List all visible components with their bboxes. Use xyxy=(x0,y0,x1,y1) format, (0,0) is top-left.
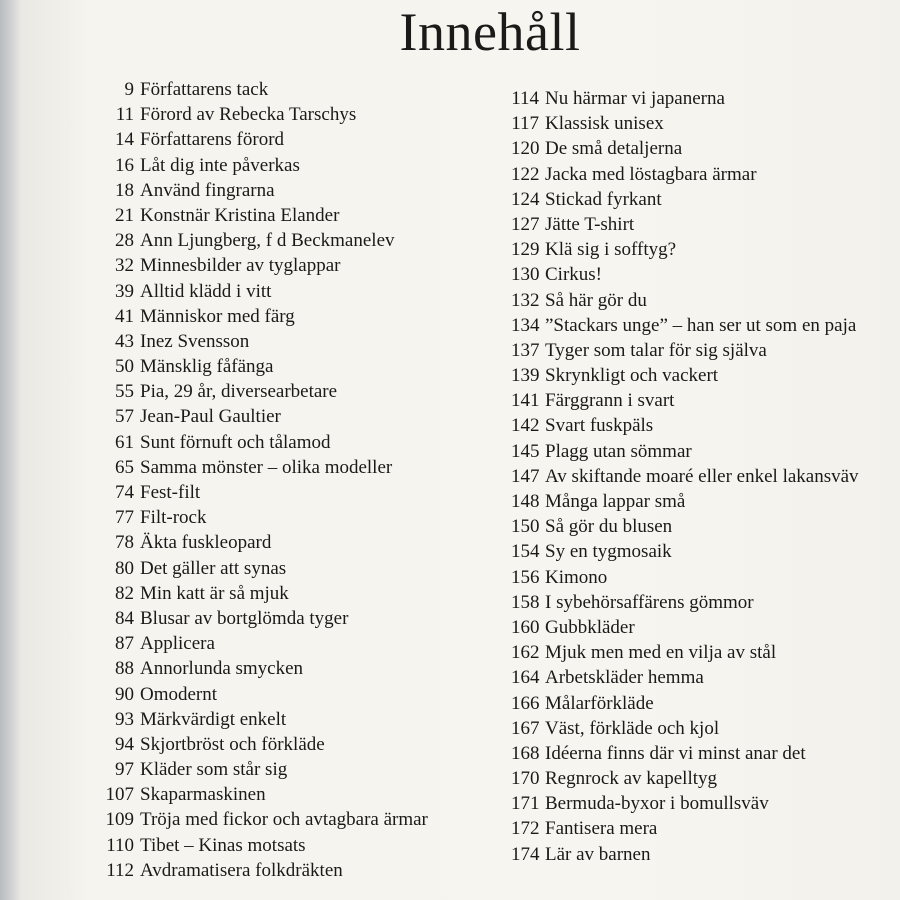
toc-entry xyxy=(103,782,428,807)
toc-page-number: 55 xyxy=(115,381,134,403)
toc-page-number: 94 xyxy=(115,733,134,755)
toc-page-number: 150 xyxy=(511,516,540,538)
toc-page-number: 132 xyxy=(511,289,540,311)
toc-entry xyxy=(511,590,859,615)
toc-entry xyxy=(103,732,428,757)
toc-entry-title: Bermuda-byxor i bomullsväv xyxy=(545,793,769,815)
toc-entry-title: Färggrann i svart xyxy=(545,390,675,412)
toc-page-number: 127 xyxy=(511,213,540,235)
toc-entry xyxy=(103,430,428,455)
toc-page-number: 18 xyxy=(115,179,134,201)
toc-entry xyxy=(511,539,859,564)
toc-page-number: 172 xyxy=(511,818,540,840)
toc-entry-title: Fantisera mera xyxy=(545,818,658,840)
toc-entry xyxy=(103,77,428,102)
toc-entry xyxy=(511,413,859,438)
toc-entry-title: Jacka med löstagbara ärmar xyxy=(545,163,757,185)
toc-entry-title: Avdramatisera folkdräkten xyxy=(140,859,343,881)
toc-entry xyxy=(103,858,428,883)
toc-entry xyxy=(511,691,859,716)
toc-page-number: 21 xyxy=(115,204,134,226)
toc-entry-title: Låt dig inte påverkas xyxy=(140,154,300,176)
toc-page-number: 9 xyxy=(124,79,134,100)
toc-entry xyxy=(103,228,428,253)
toc-entry-title: Konstnär Kristina Elander xyxy=(140,204,340,226)
toc-page-number: 148 xyxy=(511,491,540,512)
toc-entry-title: Plagg utan sömmar xyxy=(545,440,692,462)
toc-entry xyxy=(511,363,859,388)
toc-entry-title: Nu härmar vi japanerna xyxy=(545,88,725,109)
toc-page-number: 84 xyxy=(115,607,134,629)
toc-entry xyxy=(511,262,859,287)
toc-page-number: 164 xyxy=(511,667,540,689)
toc-page-number: 16 xyxy=(115,154,134,176)
book-page-edge xyxy=(0,0,20,900)
toc-entry-title: Skaparmaskinen xyxy=(140,784,266,806)
toc-page-number: 142 xyxy=(511,415,540,437)
toc-entry xyxy=(103,581,428,606)
toc-page-number: 87 xyxy=(115,633,134,655)
toc-entry xyxy=(511,237,859,262)
toc-entry-title: Alltid klädd i vitt xyxy=(140,280,272,302)
toc-entry-title: Min katt är så mjuk xyxy=(140,582,289,604)
toc-entry-title: Filt-rock xyxy=(140,507,207,529)
toc-entry xyxy=(511,388,859,413)
toc-entry-title: I sybehörsaffärens gömmor xyxy=(545,591,754,613)
toc-entry xyxy=(511,665,859,690)
toc-entry-title: De små detaljerna xyxy=(545,138,683,160)
toc-entry xyxy=(103,606,428,631)
toc-page-number: 117 xyxy=(511,113,539,135)
toc-page-number: 139 xyxy=(511,365,540,387)
toc-entry-title: Annorlunda smycken xyxy=(140,658,304,680)
toc-entry xyxy=(511,111,859,136)
toc-page-number: 43 xyxy=(115,330,134,352)
toc-page-number: 170 xyxy=(511,768,540,790)
toc-entry xyxy=(511,212,859,237)
toc-entry-title: Mjuk men med en vilja av stål xyxy=(545,642,777,664)
toc-entry xyxy=(511,136,859,161)
toc-entry xyxy=(103,656,428,681)
toc-page-number: 74 xyxy=(115,482,134,503)
toc-entry-title: Mänsklig fåfänga xyxy=(140,356,274,378)
toc-page-number: 80 xyxy=(115,557,134,579)
toc-entry-title: Målarförkläde xyxy=(545,692,654,714)
toc-entry-title: Arbetskläder hemma xyxy=(545,667,704,689)
toc-entry-title: Författarens förord xyxy=(140,129,285,151)
toc-entry-title: Sunt förnuft och tålamod xyxy=(140,431,331,453)
toc-page-number: 130 xyxy=(511,264,540,286)
toc-entry xyxy=(103,682,428,707)
toc-entry xyxy=(511,791,859,816)
toc-page-number: 166 xyxy=(511,692,540,714)
toc-entry xyxy=(103,329,428,354)
toc-entry-title: Tyger som talar för sig själva xyxy=(545,339,767,361)
toc-page-number: 112 xyxy=(106,859,134,881)
toc-entry-title: Så här gör du xyxy=(545,289,647,311)
toc-page-number: 28 xyxy=(115,230,134,252)
toc-page-number: 156 xyxy=(511,566,540,588)
toc-page-number: 134 xyxy=(511,314,540,336)
toc-entry-title: Många lappar små xyxy=(545,491,686,512)
toc-entry xyxy=(103,379,428,404)
toc-page-number: 88 xyxy=(115,658,134,680)
toc-entry-title: Svart fuskpäls xyxy=(545,415,654,437)
toc-page-number: 14 xyxy=(115,129,134,151)
toc-page-number: 137 xyxy=(511,339,540,361)
toc-entry-title: Ann Ljungberg, f d Beckmanelev xyxy=(140,230,395,252)
toc-entry xyxy=(103,178,428,203)
toc-entry-title: Pia, 29 år, diversearbetare xyxy=(140,381,338,403)
toc-page-number: 114 xyxy=(511,88,539,109)
toc-page-number: 147 xyxy=(511,465,540,487)
toc-entry xyxy=(511,489,859,514)
toc-entry-title: Minnesbilder av tyglappar xyxy=(140,255,341,277)
toc-entry-title: Av skiftande moaré eller enkel lakansväv xyxy=(545,465,859,487)
toc-page-number: 39 xyxy=(115,280,134,302)
toc-entry-title: Skrynkligt och vackert xyxy=(545,365,719,387)
toc-entry xyxy=(511,187,859,212)
toc-entry xyxy=(103,631,428,656)
toc-entry xyxy=(103,304,428,329)
toc-page-number: 107 xyxy=(105,784,134,806)
toc-entry xyxy=(511,565,859,590)
toc-entry-title: Tröja med fickor och avtagbara ärmar xyxy=(140,809,428,831)
toc-entry-title: Omodernt xyxy=(140,683,218,705)
toc-entry xyxy=(103,203,428,228)
toc-entry xyxy=(103,707,428,732)
toc-entry-title: Använd fingrarna xyxy=(140,179,275,201)
toc-entry xyxy=(511,842,859,867)
toc-entry-title: Sy en tygmosaik xyxy=(545,541,672,563)
toc-entry xyxy=(511,439,859,464)
toc-entry-title: Regnrock av kapelltyg xyxy=(545,768,718,790)
toc-entry-title: Märkvärdigt enkelt xyxy=(140,708,287,730)
toc-entry xyxy=(103,153,428,178)
toc-entry xyxy=(103,505,428,530)
toc-entry xyxy=(103,833,428,858)
toc-entry xyxy=(511,640,859,665)
toc-entry xyxy=(103,480,428,505)
toc-entry xyxy=(103,404,428,429)
toc-entry-title: Tibet – Kinas motsats xyxy=(140,834,306,856)
toc-entry-title: Fest-filt xyxy=(140,482,201,503)
toc-entry xyxy=(103,807,428,832)
toc-page-number: 124 xyxy=(511,188,540,210)
toc-page-number: 97 xyxy=(115,759,134,781)
toc-entry xyxy=(511,338,859,363)
toc-entry-title: Gubbkläder xyxy=(545,616,635,638)
toc-page-number: 78 xyxy=(115,532,134,554)
toc-entry-title: Så gör du blusen xyxy=(545,516,673,538)
toc-page-number: 122 xyxy=(511,163,540,185)
toc-entry-title: Inez Svensson xyxy=(140,330,250,352)
toc-entry xyxy=(103,556,428,581)
toc-page-number: 171 xyxy=(511,793,540,815)
toc-page-number: 32 xyxy=(115,255,134,277)
toc-entry xyxy=(511,288,859,313)
toc-page-number: 145 xyxy=(511,440,540,462)
toc-entry xyxy=(511,741,859,766)
toc-entry xyxy=(103,279,428,304)
toc-entry-title: Stickad fyrkant xyxy=(545,188,662,210)
toc-left-column xyxy=(103,77,428,883)
toc-entry xyxy=(103,354,428,379)
toc-entry-title: Kläder som står sig xyxy=(140,759,288,781)
toc-entry-title: Applicera xyxy=(140,633,215,655)
toc-page-number: 154 xyxy=(511,541,540,563)
toc-entry-title: Klä sig i sofftyg? xyxy=(545,239,677,261)
toc-page-number: 61 xyxy=(115,431,134,453)
toc-entry xyxy=(511,716,859,741)
toc-entry-title: Kimono xyxy=(545,566,608,588)
page-title: Innehåll xyxy=(399,2,581,62)
toc-page-number: 90 xyxy=(115,683,134,705)
toc-entry xyxy=(103,530,428,555)
toc-entry xyxy=(511,162,859,187)
toc-page-number: 77 xyxy=(115,507,134,529)
toc-page-number: 50 xyxy=(115,356,134,378)
toc-page-number: 57 xyxy=(115,406,134,428)
toc-entry-title: Det gäller att synas xyxy=(140,557,287,579)
toc-page-number: 120 xyxy=(511,138,540,160)
toc-entry xyxy=(511,313,859,338)
toc-entry xyxy=(511,615,859,640)
toc-page-number: 167 xyxy=(511,717,540,739)
toc-page-number: 168 xyxy=(511,742,540,764)
toc-entry xyxy=(511,464,859,489)
toc-entry-title: Äkta fuskleopard xyxy=(140,532,272,554)
toc-entry-title: Väst, förkläde och kjol xyxy=(545,717,720,739)
toc-page-number: 160 xyxy=(511,616,540,638)
toc-page-number: 82 xyxy=(115,582,134,604)
toc-entry-title: Jean-Paul Gaultier xyxy=(140,406,281,428)
toc-entry-title: Människor med färg xyxy=(140,305,295,327)
toc-entry-title: Idéerna finns där vi minst anar det xyxy=(545,742,806,764)
toc-entry-title: Skjortbröst och förkläde xyxy=(140,733,325,755)
toc-page-number: 11 xyxy=(115,104,134,126)
toc-entry xyxy=(511,86,859,111)
toc-entry xyxy=(103,455,428,480)
toc-entry-title: Lär av barnen xyxy=(545,843,651,865)
toc-page-number: 65 xyxy=(115,456,134,478)
toc-entry-title: Blusar av bortglömda tyger xyxy=(140,607,349,629)
toc-page-number: 93 xyxy=(115,708,134,730)
toc-entry-title: Cirkus! xyxy=(545,264,602,286)
toc-page-number: 129 xyxy=(511,239,540,261)
toc-entry xyxy=(511,514,859,539)
toc-entry-title: Författarens tack xyxy=(140,79,269,100)
toc-page-number: 141 xyxy=(511,390,540,412)
toc-entry-title: ”Stackars unge” – han ser ut som en paja xyxy=(545,314,857,336)
toc-entry xyxy=(511,816,859,841)
toc-entry-title: Förord av Rebecka Tarschys xyxy=(140,104,357,126)
toc-entry-title: Klassisk unisex xyxy=(545,113,664,135)
toc-page-number: 109 xyxy=(105,809,134,831)
toc-page-number: 110 xyxy=(106,834,134,856)
toc-right-column xyxy=(511,86,859,867)
toc-page-number: 158 xyxy=(511,591,540,613)
toc-entry xyxy=(103,757,428,782)
toc-entry xyxy=(103,253,428,278)
toc-page-number: 162 xyxy=(511,642,540,664)
toc-entry xyxy=(511,766,859,791)
toc-entry xyxy=(103,127,428,152)
toc-page-number: 174 xyxy=(511,843,540,865)
toc-entry-title: Jätte T-shirt xyxy=(545,213,635,235)
toc-page-number: 41 xyxy=(115,305,134,327)
toc-entry-title: Samma mönster – olika modeller xyxy=(140,456,393,478)
toc-entry xyxy=(103,102,428,127)
